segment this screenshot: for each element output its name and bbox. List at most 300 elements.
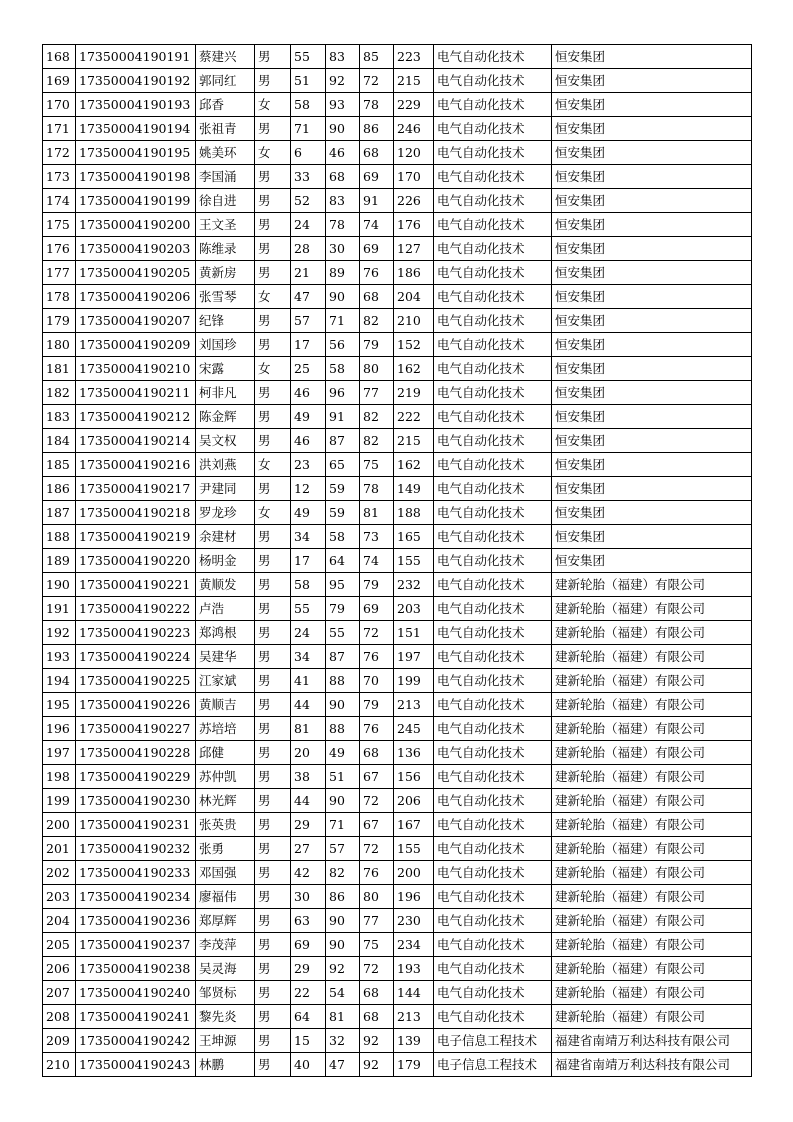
student-name-cell: 张英贵 xyxy=(196,813,255,837)
row-number-cell: 209 xyxy=(43,1029,76,1053)
student-name-cell: 余建材 xyxy=(196,525,255,549)
company-cell: 建新轮胎（福建）有限公司 xyxy=(552,765,752,789)
score-2-cell: 82 xyxy=(326,861,360,885)
score-2-cell: 30 xyxy=(326,237,360,261)
total-score-cell: 162 xyxy=(394,453,434,477)
score-1-cell: 58 xyxy=(291,93,326,117)
score-2-cell: 68 xyxy=(326,165,360,189)
gender-cell: 男 xyxy=(255,645,291,669)
company-cell: 建新轮胎（福建）有限公司 xyxy=(552,645,752,669)
table-row xyxy=(43,789,752,813)
student-id-cell: 17350004190224 xyxy=(76,645,196,669)
score-2-cell: 87 xyxy=(326,429,360,453)
total-score-cell: 215 xyxy=(394,69,434,93)
table-row xyxy=(43,1029,752,1053)
score-2-cell: 71 xyxy=(326,309,360,333)
row-number-cell: 193 xyxy=(43,645,76,669)
score-2-cell: 90 xyxy=(326,285,360,309)
score-1-cell: 20 xyxy=(291,741,326,765)
student-id-cell: 17350004190217 xyxy=(76,477,196,501)
total-score-cell: 234 xyxy=(394,933,434,957)
major-cell: 电气自动化技术 xyxy=(434,957,552,981)
student-name-cell: 卢浩 xyxy=(196,597,255,621)
score-1-cell: 25 xyxy=(291,357,326,381)
major-cell: 电子信息工程技术 xyxy=(434,1029,552,1053)
score-3-cell: 77 xyxy=(360,381,394,405)
company-cell: 恒安集团 xyxy=(552,45,752,69)
score-3-cell: 82 xyxy=(360,309,394,333)
gender-cell: 女 xyxy=(255,285,291,309)
gender-cell: 女 xyxy=(255,141,291,165)
row-number-cell: 177 xyxy=(43,261,76,285)
company-cell: 恒安集团 xyxy=(552,309,752,333)
row-number-cell: 206 xyxy=(43,957,76,981)
gender-cell: 男 xyxy=(255,861,291,885)
total-score-cell: 139 xyxy=(394,1029,434,1053)
row-number-cell: 168 xyxy=(43,45,76,69)
table-row xyxy=(43,525,752,549)
major-cell: 电气自动化技术 xyxy=(434,789,552,813)
major-cell: 电气自动化技术 xyxy=(434,1005,552,1029)
total-score-cell: 196 xyxy=(394,885,434,909)
table-row xyxy=(43,861,752,885)
company-cell: 建新轮胎（福建）有限公司 xyxy=(552,789,752,813)
gender-cell: 男 xyxy=(255,189,291,213)
student-id-cell: 17350004190242 xyxy=(76,1029,196,1053)
gender-cell: 男 xyxy=(255,1005,291,1029)
table-row xyxy=(43,477,752,501)
score-3-cell: 69 xyxy=(360,597,394,621)
major-cell: 电气自动化技术 xyxy=(434,261,552,285)
company-cell: 恒安集团 xyxy=(552,117,752,141)
gender-cell: 男 xyxy=(255,813,291,837)
total-score-cell: 151 xyxy=(394,621,434,645)
gender-cell: 男 xyxy=(255,69,291,93)
table-row xyxy=(43,213,752,237)
major-cell: 电气自动化技术 xyxy=(434,549,552,573)
student-id-cell: 17350004190234 xyxy=(76,885,196,909)
score-3-cell: 76 xyxy=(360,645,394,669)
row-number-cell: 207 xyxy=(43,981,76,1005)
score-3-cell: 76 xyxy=(360,717,394,741)
score-1-cell: 29 xyxy=(291,813,326,837)
score-3-cell: 75 xyxy=(360,453,394,477)
score-3-cell: 75 xyxy=(360,933,394,957)
total-score-cell: 219 xyxy=(394,381,434,405)
table-row xyxy=(43,669,752,693)
row-number-cell: 192 xyxy=(43,621,76,645)
score-3-cell: 76 xyxy=(360,261,394,285)
score-3-cell: 68 xyxy=(360,741,394,765)
student-id-cell: 17350004190206 xyxy=(76,285,196,309)
major-cell: 电气自动化技术 xyxy=(434,909,552,933)
score-1-cell: 34 xyxy=(291,525,326,549)
score-3-cell: 72 xyxy=(360,837,394,861)
score-3-cell: 79 xyxy=(360,333,394,357)
major-cell: 电气自动化技术 xyxy=(434,357,552,381)
table-row xyxy=(43,165,752,189)
total-score-cell: 203 xyxy=(394,597,434,621)
student-id-cell: 17350004190199 xyxy=(76,189,196,213)
table-row xyxy=(43,765,752,789)
row-number-cell: 189 xyxy=(43,549,76,573)
company-cell: 建新轮胎（福建）有限公司 xyxy=(552,933,752,957)
gender-cell: 男 xyxy=(255,549,291,573)
score-1-cell: 24 xyxy=(291,621,326,645)
company-cell: 恒安集团 xyxy=(552,429,752,453)
score-2-cell: 64 xyxy=(326,549,360,573)
student-id-cell: 17350004190212 xyxy=(76,405,196,429)
score-3-cell: 70 xyxy=(360,669,394,693)
score-3-cell: 68 xyxy=(360,285,394,309)
row-number-cell: 201 xyxy=(43,837,76,861)
company-cell: 建新轮胎（福建）有限公司 xyxy=(552,621,752,645)
company-cell: 福建省南靖万利达科技有限公司 xyxy=(552,1053,752,1077)
company-cell: 建新轮胎（福建）有限公司 xyxy=(552,693,752,717)
total-score-cell: 226 xyxy=(394,189,434,213)
student-name-cell: 林鹏 xyxy=(196,1053,255,1077)
row-number-cell: 175 xyxy=(43,213,76,237)
score-1-cell: 51 xyxy=(291,69,326,93)
student-name-cell: 洪刘燕 xyxy=(196,453,255,477)
row-number-cell: 188 xyxy=(43,525,76,549)
score-1-cell: 22 xyxy=(291,981,326,1005)
major-cell: 电气自动化技术 xyxy=(434,501,552,525)
score-2-cell: 88 xyxy=(326,717,360,741)
score-2-cell: 51 xyxy=(326,765,360,789)
table-row xyxy=(43,573,752,597)
total-score-cell: 223 xyxy=(394,45,434,69)
row-number-cell: 186 xyxy=(43,477,76,501)
table-row xyxy=(43,117,752,141)
row-number-cell: 169 xyxy=(43,69,76,93)
company-cell: 建新轮胎（福建）有限公司 xyxy=(552,861,752,885)
company-cell: 建新轮胎（福建）有限公司 xyxy=(552,957,752,981)
row-number-cell: 174 xyxy=(43,189,76,213)
company-cell: 恒安集团 xyxy=(552,93,752,117)
total-score-cell: 165 xyxy=(394,525,434,549)
table-row xyxy=(43,93,752,117)
gender-cell: 女 xyxy=(255,357,291,381)
company-cell: 建新轮胎（福建）有限公司 xyxy=(552,909,752,933)
company-cell: 恒安集团 xyxy=(552,141,752,165)
gender-cell: 男 xyxy=(255,477,291,501)
score-2-cell: 59 xyxy=(326,477,360,501)
student-id-cell: 17350004190192 xyxy=(76,69,196,93)
row-number-cell: 182 xyxy=(43,381,76,405)
row-number-cell: 195 xyxy=(43,693,76,717)
major-cell: 电气自动化技术 xyxy=(434,45,552,69)
student-id-cell: 17350004190218 xyxy=(76,501,196,525)
total-score-cell: 179 xyxy=(394,1053,434,1077)
table-row xyxy=(43,69,752,93)
total-score-cell: 156 xyxy=(394,765,434,789)
total-score-cell: 199 xyxy=(394,669,434,693)
student-id-cell: 17350004190223 xyxy=(76,621,196,645)
gender-cell: 男 xyxy=(255,933,291,957)
score-1-cell: 41 xyxy=(291,669,326,693)
total-score-cell: 155 xyxy=(394,837,434,861)
total-score-cell: 210 xyxy=(394,309,434,333)
score-1-cell: 34 xyxy=(291,645,326,669)
score-1-cell: 63 xyxy=(291,909,326,933)
score-3-cell: 82 xyxy=(360,405,394,429)
score-2-cell: 96 xyxy=(326,381,360,405)
score-1-cell: 28 xyxy=(291,237,326,261)
total-score-cell: 186 xyxy=(394,261,434,285)
row-number-cell: 185 xyxy=(43,453,76,477)
score-1-cell: 57 xyxy=(291,309,326,333)
score-3-cell: 69 xyxy=(360,237,394,261)
company-cell: 建新轮胎（福建）有限公司 xyxy=(552,813,752,837)
gender-cell: 男 xyxy=(255,765,291,789)
table-row xyxy=(43,429,752,453)
row-number-cell: 184 xyxy=(43,429,76,453)
score-3-cell: 73 xyxy=(360,525,394,549)
student-name-cell: 黎先炎 xyxy=(196,1005,255,1029)
total-score-cell: 127 xyxy=(394,237,434,261)
score-1-cell: 42 xyxy=(291,861,326,885)
score-2-cell: 56 xyxy=(326,333,360,357)
student-id-cell: 17350004190211 xyxy=(76,381,196,405)
score-3-cell: 80 xyxy=(360,357,394,381)
student-name-cell: 林光辉 xyxy=(196,789,255,813)
student-name-cell: 陈金辉 xyxy=(196,405,255,429)
company-cell: 恒安集团 xyxy=(552,477,752,501)
table-row xyxy=(43,141,752,165)
student-id-cell: 17350004190231 xyxy=(76,813,196,837)
total-score-cell: 167 xyxy=(394,813,434,837)
score-3-cell: 67 xyxy=(360,765,394,789)
score-1-cell: 55 xyxy=(291,597,326,621)
major-cell: 电气自动化技术 xyxy=(434,813,552,837)
score-1-cell: 71 xyxy=(291,117,326,141)
student-name-cell: 王文圣 xyxy=(196,213,255,237)
student-name-cell: 邱香 xyxy=(196,93,255,117)
table-row xyxy=(43,261,752,285)
score-2-cell: 87 xyxy=(326,645,360,669)
table-row xyxy=(43,741,752,765)
student-id-cell: 17350004190210 xyxy=(76,357,196,381)
score-1-cell: 69 xyxy=(291,933,326,957)
score-1-cell: 12 xyxy=(291,477,326,501)
student-name-cell: 邹贤标 xyxy=(196,981,255,1005)
row-number-cell: 183 xyxy=(43,405,76,429)
total-score-cell: 229 xyxy=(394,93,434,117)
gender-cell: 男 xyxy=(255,237,291,261)
major-cell: 电气自动化技术 xyxy=(434,933,552,957)
score-2-cell: 81 xyxy=(326,1005,360,1029)
score-3-cell: 82 xyxy=(360,429,394,453)
student-name-cell: 张勇 xyxy=(196,837,255,861)
total-score-cell: 204 xyxy=(394,285,434,309)
total-score-cell: 213 xyxy=(394,1005,434,1029)
total-score-cell: 162 xyxy=(394,357,434,381)
score-3-cell: 79 xyxy=(360,573,394,597)
score-2-cell: 58 xyxy=(326,357,360,381)
score-2-cell: 83 xyxy=(326,45,360,69)
table-row xyxy=(43,837,752,861)
student-id-cell: 17350004190228 xyxy=(76,741,196,765)
table-row xyxy=(43,621,752,645)
major-cell: 电气自动化技术 xyxy=(434,405,552,429)
row-number-cell: 172 xyxy=(43,141,76,165)
student-name-cell: 杨明金 xyxy=(196,549,255,573)
score-3-cell: 91 xyxy=(360,189,394,213)
score-2-cell: 83 xyxy=(326,189,360,213)
gender-cell: 男 xyxy=(255,261,291,285)
student-id-cell: 17350004190229 xyxy=(76,765,196,789)
table-row xyxy=(43,405,752,429)
company-cell: 福建省南靖万利达科技有限公司 xyxy=(552,1029,752,1053)
student-id-cell: 17350004190195 xyxy=(76,141,196,165)
score-2-cell: 58 xyxy=(326,525,360,549)
gender-cell: 男 xyxy=(255,1029,291,1053)
score-3-cell: 69 xyxy=(360,165,394,189)
total-score-cell: 222 xyxy=(394,405,434,429)
total-score-cell: 176 xyxy=(394,213,434,237)
score-1-cell: 64 xyxy=(291,1005,326,1029)
table-row xyxy=(43,645,752,669)
score-1-cell: 81 xyxy=(291,717,326,741)
major-cell: 电气自动化技术 xyxy=(434,189,552,213)
gender-cell: 男 xyxy=(255,837,291,861)
student-id-cell: 17350004190191 xyxy=(76,45,196,69)
student-name-cell: 张雪琴 xyxy=(196,285,255,309)
major-cell: 电气自动化技术 xyxy=(434,429,552,453)
gender-cell: 男 xyxy=(255,309,291,333)
major-cell: 电气自动化技术 xyxy=(434,525,552,549)
student-id-cell: 17350004190203 xyxy=(76,237,196,261)
score-1-cell: 17 xyxy=(291,333,326,357)
score-2-cell: 86 xyxy=(326,885,360,909)
score-3-cell: 92 xyxy=(360,1053,394,1077)
company-cell: 恒安集团 xyxy=(552,165,752,189)
row-number-cell: 190 xyxy=(43,573,76,597)
table-row xyxy=(43,549,752,573)
student-id-cell: 17350004190216 xyxy=(76,453,196,477)
company-cell: 恒安集团 xyxy=(552,525,752,549)
row-number-cell: 178 xyxy=(43,285,76,309)
row-number-cell: 176 xyxy=(43,237,76,261)
score-3-cell: 72 xyxy=(360,621,394,645)
score-2-cell: 49 xyxy=(326,741,360,765)
total-score-cell: 232 xyxy=(394,573,434,597)
score-1-cell: 44 xyxy=(291,789,326,813)
score-1-cell: 47 xyxy=(291,285,326,309)
major-cell: 电气自动化技术 xyxy=(434,861,552,885)
student-id-cell: 17350004190194 xyxy=(76,117,196,141)
student-id-cell: 17350004190243 xyxy=(76,1053,196,1077)
score-2-cell: 32 xyxy=(326,1029,360,1053)
student-id-cell: 17350004190222 xyxy=(76,597,196,621)
major-cell: 电气自动化技术 xyxy=(434,285,552,309)
score-3-cell: 78 xyxy=(360,93,394,117)
gender-cell: 男 xyxy=(255,429,291,453)
row-number-cell: 203 xyxy=(43,885,76,909)
major-cell: 电气自动化技术 xyxy=(434,837,552,861)
major-cell: 电气自动化技术 xyxy=(434,621,552,645)
student-name-cell: 蔡建兴 xyxy=(196,45,255,69)
score-3-cell: 77 xyxy=(360,909,394,933)
table-row xyxy=(43,693,752,717)
company-cell: 建新轮胎（福建）有限公司 xyxy=(552,885,752,909)
row-number-cell: 196 xyxy=(43,717,76,741)
row-number-cell: 210 xyxy=(43,1053,76,1077)
row-number-cell: 200 xyxy=(43,813,76,837)
score-2-cell: 90 xyxy=(326,933,360,957)
score-1-cell: 40 xyxy=(291,1053,326,1077)
table-row xyxy=(43,813,752,837)
score-3-cell: 78 xyxy=(360,477,394,501)
major-cell: 电气自动化技术 xyxy=(434,165,552,189)
score-1-cell: 38 xyxy=(291,765,326,789)
major-cell: 电气自动化技术 xyxy=(434,741,552,765)
gender-cell: 男 xyxy=(255,117,291,141)
row-number-cell: 170 xyxy=(43,93,76,117)
score-1-cell: 6 xyxy=(291,141,326,165)
row-number-cell: 180 xyxy=(43,333,76,357)
major-cell: 电气自动化技术 xyxy=(434,333,552,357)
major-cell: 电气自动化技术 xyxy=(434,69,552,93)
score-2-cell: 71 xyxy=(326,813,360,837)
student-name-cell: 廖福伟 xyxy=(196,885,255,909)
gender-cell: 男 xyxy=(255,981,291,1005)
score-2-cell: 90 xyxy=(326,789,360,813)
student-id-cell: 17350004190241 xyxy=(76,1005,196,1029)
total-score-cell: 206 xyxy=(394,789,434,813)
student-id-cell: 17350004190221 xyxy=(76,573,196,597)
major-cell: 电气自动化技术 xyxy=(434,981,552,1005)
company-cell: 建新轮胎（福建）有限公司 xyxy=(552,741,752,765)
table-row xyxy=(43,933,752,957)
score-3-cell: 86 xyxy=(360,117,394,141)
gender-cell: 女 xyxy=(255,501,291,525)
gender-cell: 男 xyxy=(255,45,291,69)
major-cell: 电气自动化技术 xyxy=(434,669,552,693)
student-name-cell: 邓国强 xyxy=(196,861,255,885)
gender-cell: 男 xyxy=(255,693,291,717)
row-number-cell: 205 xyxy=(43,933,76,957)
gender-cell: 男 xyxy=(255,957,291,981)
major-cell: 电气自动化技术 xyxy=(434,597,552,621)
gender-cell: 女 xyxy=(255,453,291,477)
score-2-cell: 55 xyxy=(326,621,360,645)
total-score-cell: 193 xyxy=(394,957,434,981)
student-id-cell: 17350004190238 xyxy=(76,957,196,981)
table-row xyxy=(43,357,752,381)
total-score-cell: 136 xyxy=(394,741,434,765)
student-name-cell: 李国涌 xyxy=(196,165,255,189)
score-3-cell: 80 xyxy=(360,885,394,909)
table-row xyxy=(43,717,752,741)
company-cell: 建新轮胎（福建）有限公司 xyxy=(552,669,752,693)
company-cell: 建新轮胎（福建）有限公司 xyxy=(552,573,752,597)
student-name-cell: 徐自进 xyxy=(196,189,255,213)
table-row xyxy=(43,381,752,405)
table-row xyxy=(43,597,752,621)
company-cell: 恒安集团 xyxy=(552,357,752,381)
score-2-cell: 91 xyxy=(326,405,360,429)
total-score-cell: 246 xyxy=(394,117,434,141)
major-cell: 电气自动化技术 xyxy=(434,453,552,477)
student-id-cell: 17350004190214 xyxy=(76,429,196,453)
company-cell: 建新轮胎（福建）有限公司 xyxy=(552,597,752,621)
company-cell: 恒安集团 xyxy=(552,333,752,357)
student-id-cell: 17350004190220 xyxy=(76,549,196,573)
student-id-cell: 17350004190207 xyxy=(76,309,196,333)
score-1-cell: 52 xyxy=(291,189,326,213)
